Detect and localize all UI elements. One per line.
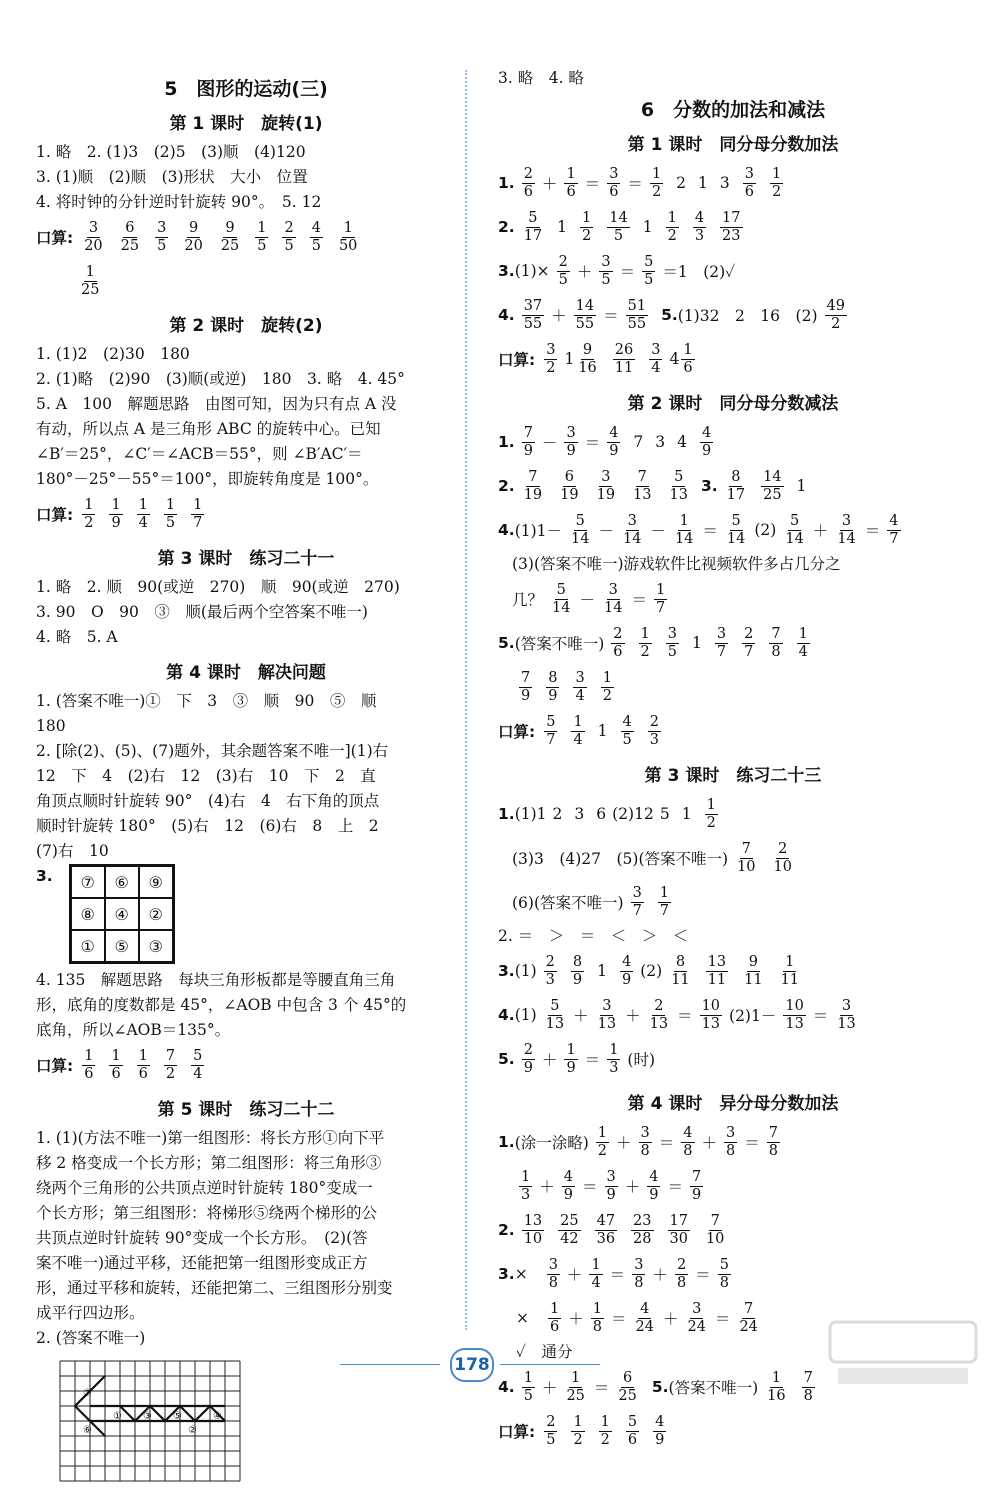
mental-math-label: 口算: [36, 229, 74, 247]
lesson-title: 第 1 课时 旋转(1) [169, 114, 323, 134]
answer-line: 1. (1)2 (2)30 180 [36, 345, 190, 363]
answer-line: 形，通过平移和旋转，还能把第二、三组图形分别变 [36, 1279, 393, 1297]
mental-math-line [36, 492, 456, 536]
mental-math-line [36, 259, 456, 303]
answer-line: 成平行四边形。 [36, 1304, 145, 1322]
left-column [36, 70, 456, 1495]
answer-line: 移 2 格变成一个长方形；第二组图形：将三角形③ [36, 1154, 382, 1172]
fraction: 1 6 [111, 1047, 121, 1082]
answer-line: 7 9 8 9 3 4 1 2 [521, 669, 612, 704]
answer-line: 4. 将时钟的分针逆时针旋转 90°。 5. 12 [36, 193, 322, 211]
grid-cell: ⑨ [139, 866, 173, 898]
answer-line: 共顶点逆时针旋转 90°变成一个长方形。 (2)(答 [36, 1229, 368, 1247]
answer-line: 个长方形；第三组图形：将梯形⑤绕两个梯形的公 [36, 1204, 378, 1222]
answer-line: 1. 略 2. 顺 90(或逆 270) 顺 90(或逆 270) [36, 578, 400, 596]
answer-line: ∠B′＝25°，∠C′＝∠ACB＝55°，则 ∠B′AC′＝ [36, 445, 363, 463]
grid-figure [50, 1351, 250, 1491]
section-title-5: 5 图形的运动(三) [164, 78, 328, 100]
lesson-title: 第 5 课时 练习二十二 [157, 1100, 335, 1120]
mental-math-line: 口算: 2 5 1 2 1 2 5 6 4 9 [498, 1413, 665, 1448]
answer-line: 3. (1)顺 (2)顺 (3)形状 大小 位置 [36, 168, 308, 186]
right-column [498, 69, 968, 1453]
lesson-title: 第 1 课时 同分母分数加法 [627, 135, 839, 155]
lesson-title: 第 4 课时 异分母分数加法 [627, 1094, 839, 1114]
answer-line: (7)右 10 [36, 842, 109, 860]
answer-line: 2. [除(2)、(5)、(7)题外，其余题答案不唯一](1)右 [36, 742, 389, 760]
grid-figure-label: ⑤ [173, 1411, 182, 1422]
answer-line: 底角，所以∠AOB＝135°。 [36, 1021, 231, 1039]
fraction: 7 2 [165, 1047, 176, 1082]
fraction: 4 5 [311, 219, 321, 254]
answer-line: × 1 6 ＋ 1 8 ＝ 4 24 ＋ 3 24 ＝ 7 24 [516, 1300, 758, 1335]
answer-line: 5. 2 9 ＋ 1 9 ＝ 1 3 (时) [498, 1041, 656, 1076]
answer-line: 4. 1 5 ＋ 1 25 ＝ 6 25 5. (答案不唯一) 1 16 7 8 [498, 1369, 813, 1404]
answer-line: 4. (1)1－ 5 14 － 3 14 － 1 14 ＝ 5 14 (2) 5 14 ＋ 3 14 ＝ 4 7 [498, 512, 899, 547]
fraction: 1 50 [338, 219, 358, 254]
mental-math-line: 口算: 5 7 1 4 1 4 5 2 3 [498, 713, 660, 748]
fraction: 1 9 [111, 496, 121, 531]
answer-line: 1. (答案不唯一)① 下 3 ③ 顺 90 ⑤ 顺 [36, 692, 377, 710]
fraction: 1 5 [257, 219, 267, 254]
fraction: 1 5 [165, 496, 176, 531]
page-number-rule [500, 1364, 600, 1365]
grid-cell: ③ [139, 930, 173, 962]
grid-figure-label: ④ [213, 1411, 222, 1422]
answer-line: 1. 7 9 － 3 9 ＝ 4 9 7 3 4 4 9 [498, 424, 712, 459]
fraction: 3 5 [157, 219, 167, 254]
answer-line: 3. (1)× 2 5 ＋ 3 5 ＝ 5 5 ＝1 (2)✓ [498, 253, 736, 288]
section-title-6: 6 分数的加法和减法 [640, 99, 826, 121]
page-number-rule [340, 1364, 440, 1365]
answer-line: (3)(答案不唯一)游戏软件比视频软件多占几分之 [512, 555, 841, 573]
answer-line: 2. ＝ ＞ ＝ ＜ ＞ ＜ [498, 927, 689, 945]
fraction: 1 4 [138, 496, 148, 531]
grid-cell: ⑥ [105, 866, 139, 898]
answer-line: 1. 2 6 ＋ 1 6 ＝ 3 6 ＝ 1 2 2 1 3 3 6 1 2 [498, 165, 782, 200]
answer-line: 有动，所以点 A 是三角形 ABC 的旋转中心。已知 [36, 420, 381, 438]
mental-math-label: 口算: [36, 506, 74, 524]
grid-cell: ④ [105, 898, 139, 930]
fraction: 9 25 [220, 219, 240, 254]
answer-line: 180 [36, 717, 66, 735]
answer-line: 1 3 ＋ 4 9 ＝ 3 9 ＋ 4 9 ＝ 7 9 [521, 1168, 702, 1203]
answer-line: 3. 90 O 90 ③ 顺(最后两个空答案不唯一) [36, 603, 368, 621]
answer-line: 4. 37 55 ＋ 14 55 ＝ 51 55 5. (1)32 2 16 (2) 49 2 [498, 297, 845, 332]
grid-figure-label: ⑥ [83, 1425, 92, 1436]
grid-figure-label: ① [113, 1411, 122, 1422]
fraction: 9 20 [184, 219, 203, 254]
fraction: 1 2 [84, 496, 94, 531]
answer-line: 绕两个三角形的公共顶点逆时针旋转 180°变成一 [36, 1179, 373, 1197]
answer-line: (3)3 (4)27 (5)(答案不唯一) 7 10 2 10 [512, 840, 792, 875]
number-grid [69, 864, 175, 964]
grid-figure-label: ⑦ [83, 1388, 92, 1399]
fraction: 1 7 [193, 496, 203, 531]
answer-line: 2. (答案不唯一) [36, 1329, 146, 1347]
grid-cell: ⑦ [71, 866, 105, 898]
fraction: 2 5 [284, 219, 294, 254]
fraction: 6 25 [120, 219, 140, 254]
mental-math-label: 口算: [36, 1057, 74, 1075]
answer-line: 1. (涂一涂略) 1 2 ＋ 3 8 ＝ 4 8 ＋ 3 8 ＝ 7 8 [498, 1124, 779, 1159]
answer-line: 1. (1)1 2 3 6 (2)12 5 1 1 2 [498, 796, 716, 831]
lesson-title: 第 2 课时 旋转(2) [169, 316, 323, 336]
answer-line: 2. (1)略 (2)90 (3)顺(或逆) 180 3. 略 4. 45° [36, 370, 405, 388]
answer-line: 2. 7 19 6 19 3 19 7 13 5 13 3. 8 17 14 25 1 [498, 468, 807, 503]
answer-line: 顺时针旋转 180° (5)右 12 (6)右 8 上 2 [36, 817, 379, 835]
lesson-title: 第 3 课时 练习二十三 [644, 766, 822, 786]
page-number: 178 [450, 1348, 494, 1382]
grid-figure-label: ③ [143, 1411, 152, 1422]
mental-math-line: 口算: 3 2 1 9 16 26 11 3 4 4 1 6 [498, 341, 693, 376]
fraction: 3 20 [84, 219, 103, 254]
answer-line: 2. 13 10 25 42 47 36 23 28 17 30 7 10 [498, 1212, 725, 1247]
answer-line: 3. × 3 8 ＋ 1 4 ＝ 3 8 ＋ 2 8 ＝ 5 8 [498, 1256, 729, 1291]
answer-line: 5. (答案不唯一) 2 6 1 2 3 5 1 3 7 2 7 7 8 1 4 [498, 625, 808, 660]
answer-line: 角顶点顺时针旋转 90° (4)右 4 右下角的顶点 [36, 792, 380, 810]
fraction: 5 4 [193, 1047, 203, 1082]
answer-line: 4. (1) 5 13 ＋ 3 13 ＋ 2 13 ＝ 10 13 (2)1－ 10 13 ＝ 3 13 [498, 997, 856, 1032]
mental-math-line [36, 215, 456, 259]
answer-line: 案不唯一)通过平移，还能把第一组图形变成正方 [36, 1254, 368, 1272]
grid-cell: ⑧ [71, 898, 105, 930]
grid-cell: ② [139, 898, 173, 930]
answer-line: 几？ 5 14 － 3 14 ＝ 1 7 [512, 581, 666, 616]
grid-answer: 3. ⑦ ⑥ ⑨ ⑧ ④ ② ① ⑤ ③ [36, 864, 456, 968]
lesson-title: 第 4 课时 解决问题 [166, 663, 326, 683]
watermark-logo [828, 1318, 978, 1388]
grid-cell: ⑤ [105, 930, 139, 962]
answer-line: 180°－25°－55°＝100°，即旋转角度是 100°。 [36, 470, 379, 488]
answer-line: ✓ 通分 [516, 1343, 573, 1361]
fraction: 1 6 [138, 1047, 148, 1082]
answer-line: 形，底角的度数都是 45°，∠AOB 中包含 3 个 45°的 [36, 996, 407, 1014]
lesson-title: 第 2 课时 同分母分数减法 [627, 394, 839, 414]
answer-line: 2. 5 17 1 1 2 14 5 1 1 2 4 3 17 23 [498, 209, 741, 244]
fraction: 1 25 [81, 263, 100, 298]
lesson-title: 第 3 课时 练习二十一 [157, 549, 335, 569]
answer-line: 5. A 100 解题思路 由图可知，因为只有点 A 没 [36, 395, 397, 413]
mental-math-line [36, 1043, 456, 1087]
answer-line: 4. 略 5. A [36, 628, 118, 646]
grid-figure-label: ② [188, 1425, 197, 1436]
fraction: 1 6 [84, 1047, 94, 1082]
answer-line: (6)(答案不唯一) 3 7 1 7 [512, 884, 670, 919]
answer-line: 12 下 4 (2)右 12 (3)右 10 下 2 直 [36, 767, 376, 785]
grid-cell: ① [71, 930, 105, 962]
column-divider [465, 70, 467, 1330]
answer-line: 4. 135 解题思路 每块三角形板都是等腰直角三角 [36, 971, 396, 989]
answer-line: 3. (1) 2 3 8 9 1 4 9 (2) 8 11 13 11 9 11 1 11 [498, 953, 800, 988]
answer-line: 3. 略 4. 略 [498, 69, 584, 87]
answer-line: 1. 略 2. (1)3 (2)5 (3)顺 (4)120 [36, 143, 306, 161]
answer-line: 1. (1)(方法不唯一)第一组图形：将长方形①向下平 [36, 1129, 385, 1147]
